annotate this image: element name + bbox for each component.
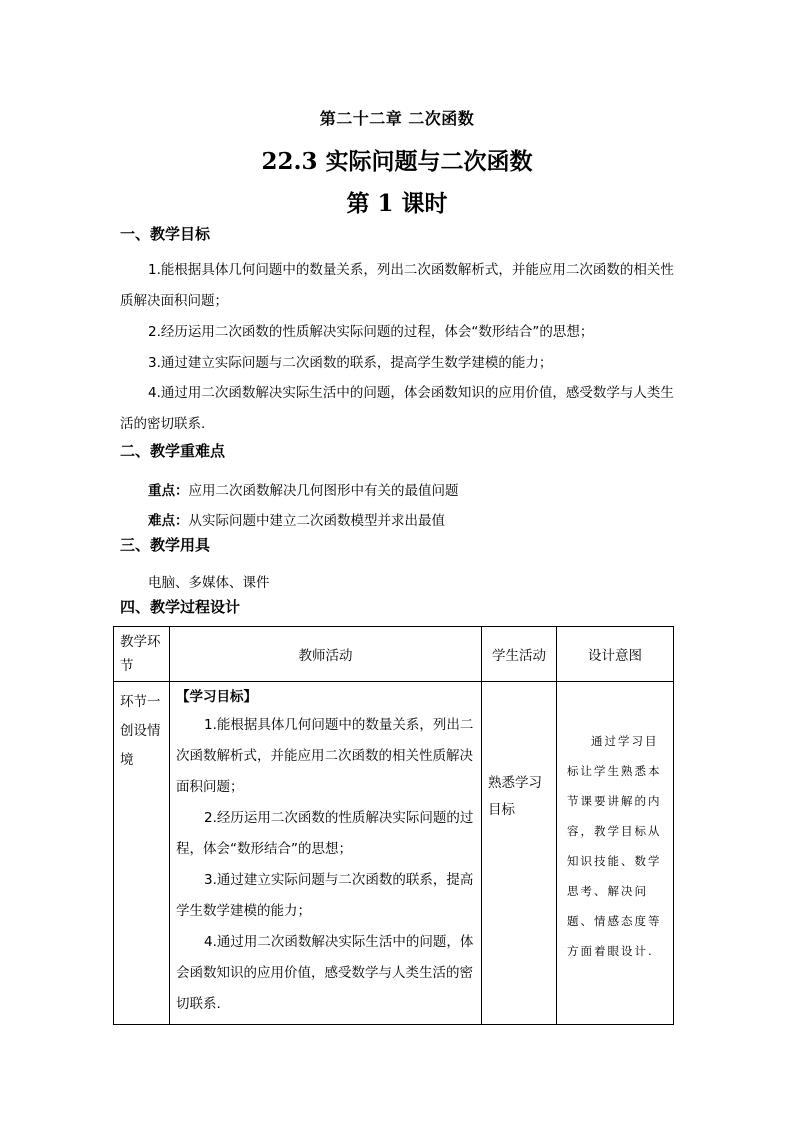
objective-item: 3.通过建立实际问题与二次函数的联系，提高学生数学建模的能力； [148,355,553,371]
table-header-row [114,627,674,682]
key-point-line [148,479,459,499]
chapter-title: 第二十二章 二次函数 [319,109,475,128]
process-table [113,626,674,1025]
header-design: 设计意图 [557,627,674,682]
lesson-subtitle: 第 1 课时 [346,190,448,217]
header-student: 学生活动 [482,627,557,682]
section-heading-key-points: 二、教学重难点 [120,442,226,460]
key-point-text: 应用二次函数解决几何图形中有关的最值问题 [188,483,459,499]
objective-item: 1.能根据具体几何问题中的数量关系，列出二次函数解析式，并能应用二次函数的相关性质解决面积问题； [120,262,674,309]
student-cell: 熟悉学习目标 [482,682,557,1025]
teacher-heading: 【学习目标】 [176,689,257,705]
teacher-item: 2.经历运用二次函数的性质解决实际问题的过程，体会“数形结合”的思想； [176,810,474,857]
header-teacher: 教师活动 [170,627,482,682]
header-stage: 教学环节 [114,627,170,682]
difficulty-line [148,509,445,529]
key-point-label: 重点： [148,483,189,499]
section-heading-tools: 三、教学用具 [120,536,211,554]
teacher-item: 1.能根据具体几何问题中的数量关系，列出二次函数解析式，并能应用二次函数的相关性质解决面积问题； [176,717,474,795]
objective-item: 2.经历运用二次函数的性质解决实际问题的过程，体会“数形结合”的思想； [148,324,594,340]
teacher-item: 4.通过用二次函数解决实际生活中的问题，体会函数知识的应用价值，感受数学与人类生活的密切联系. [176,934,474,1012]
stage-cell: 环节一创设情境 [114,682,170,1025]
section-heading-objectives: 一、教学目标 [120,225,211,243]
table-row [114,682,674,1025]
design-cell: 通过学习目标让学生熟悉本节课要讲解的内容，教学目标从知识技能、数学思考、解决问题、情感态度等方面着眼设计. [557,682,674,1025]
objective-item: 4.通过用二次函数解决实际生活中的问题，体会函数知识的应用价值，感受数学与人类生活的密切联系. [120,385,674,432]
difficulty-label: 难点： [148,513,189,529]
lesson-title: 22.3 实际问题与二次函数 [261,148,533,175]
tools-text: 电脑、多媒体、课件 [148,575,270,591]
section-heading-process: 四、教学过程设计 [120,598,241,616]
difficulty-text: 从实际问题中建立二次函数模型并求出最值 [188,513,445,529]
teacher-cell [170,682,482,1025]
teacher-item: 3.通过建立实际问题与二次函数的联系，提高学生数学建模的能力； [176,872,474,919]
